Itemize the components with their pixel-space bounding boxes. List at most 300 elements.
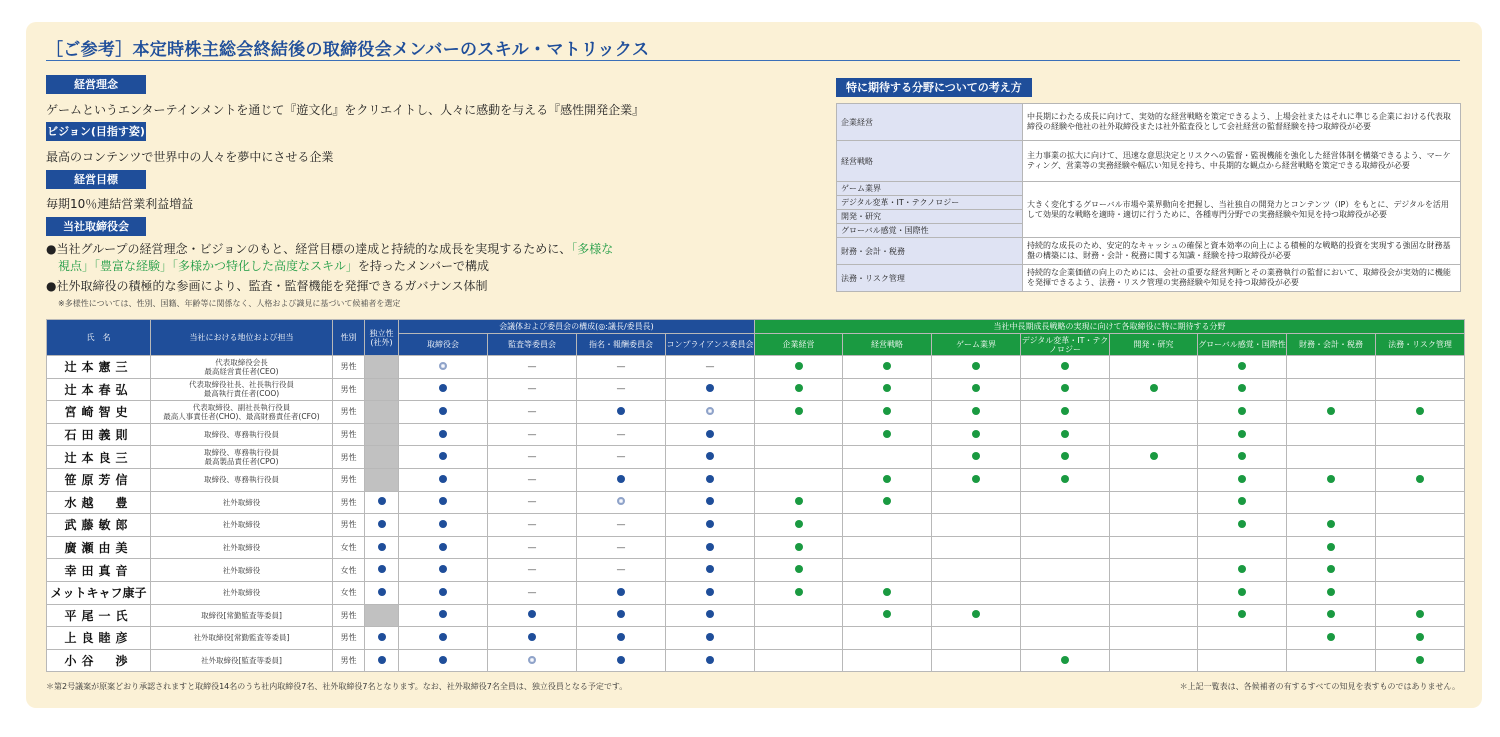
committee-cell [399,536,488,559]
skill-cell [1287,581,1376,604]
skill-cell [1287,491,1376,514]
skill-cell [1110,536,1198,559]
skill-cell [755,581,843,604]
member-dot-icon [439,610,447,618]
director-position [151,378,333,401]
skill-cell [1021,491,1110,514]
skill-dot-icon [1150,452,1158,460]
skill-cell [932,581,1021,604]
skill-dot-icon [1327,520,1335,528]
skill-cell [932,604,1021,627]
committee-cell [666,514,755,537]
director-gender: 女性 [333,536,365,559]
not-member-dash-icon: — [527,452,537,463]
position-line: 社外取締役 [222,497,261,507]
skill-dot-icon [972,475,980,483]
not-member-dash-icon: — [616,565,626,576]
director-name: 辻本憲三 [47,356,151,379]
expect-area: 経営戦略 [837,141,1023,182]
skill-cell [1376,468,1465,491]
skill-dot-icon [1238,407,1246,415]
independence-cell [365,581,399,604]
independence-cell [365,468,399,491]
skill-cell [1021,581,1110,604]
skill-cell [1110,423,1198,446]
director-gender: 男性 [333,627,365,650]
skill-dot-icon [883,407,891,415]
skill-cell [1198,649,1287,672]
director-row [47,401,1465,424]
skill-cell [1021,559,1110,582]
skill-cell [932,649,1021,672]
independent-dot-icon [378,633,386,641]
skill-cell [1287,514,1376,537]
skill-cell [1110,627,1198,650]
committee-cell [488,581,577,604]
not-member-dash-icon: — [527,361,537,372]
skill-cell [1021,627,1110,650]
director-name: 小谷 渉 [47,649,151,672]
skill-cell [755,401,843,424]
committee-cell [666,604,755,627]
member-dot-icon [706,656,714,664]
not-member-dash-icon: — [616,452,626,463]
director-position [151,356,333,379]
skill-dot-icon [795,497,803,505]
footnote-right: ＊上記一覧表は、各候補者の有するすべての知見を表すものではありません。 [1179,682,1460,691]
skill-cell [1198,468,1287,491]
committee-cell [577,649,666,672]
independence-cell [365,627,399,650]
header-position: 当社における地位および担当 [151,320,333,356]
independence-cell [365,356,399,379]
committee-cell [488,514,577,537]
member-dot-icon [439,543,447,551]
director-row [47,604,1465,627]
director-gender: 女性 [333,581,365,604]
skill-cell [755,627,843,650]
skill-dot-icon [795,543,803,551]
skill-cell [1198,604,1287,627]
skill-dot-icon [1061,430,1069,438]
committee-cell [399,491,488,514]
skill-cell [843,446,932,469]
expect-row [837,238,1461,265]
skill-cell [843,514,932,537]
title-divider [46,60,1460,61]
member-dot-icon [439,452,447,460]
not-member-dash-icon: — [527,519,537,530]
director-position [151,514,333,537]
independence-cell [365,423,399,446]
director-gender: 男性 [333,491,365,514]
member-dot-icon [439,633,447,641]
skill-cell [843,604,932,627]
director-row [47,491,1465,514]
expect-row [837,265,1461,292]
independent-dot-icon [378,543,386,551]
skill-dot-icon [972,362,980,370]
member-dot-icon [439,520,447,528]
committee-cell [577,356,666,379]
director-row [47,356,1465,379]
skill-dot-icon [1238,452,1246,460]
director-position [151,491,333,514]
skill-dot-icon [795,520,803,528]
member-dot-icon [706,430,714,438]
position-line: 取締役、専務執行役員 [204,475,279,485]
skill-dot-icon [1327,633,1335,641]
skill-cell [932,627,1021,650]
skill-cell [1110,559,1198,582]
expect-desc: 持続的な企業価値の向上のためには、会社の重要な経営判断とその業務執行の監督において、取締役会が実効的に機能を発揮できるよう、法務・リスク管理の実務経験や知見を持つ取締役が必要 [1023,265,1461,292]
skill-dot-icon [972,610,980,618]
bullet1-part-a: ●当社グループの経営理念・ビジョンのもと、経営目標の達成と持続的な成長を実現するために、 [46,242,572,256]
director-position [151,536,333,559]
committee-cell [488,446,577,469]
skill-dot-icon [1327,407,1335,415]
position-line: 代表取締役社長、社長執行役員 [189,380,294,390]
committee-cell [399,604,488,627]
skill-dot-icon [1061,452,1069,460]
director-row [47,627,1465,650]
not-member-dash-icon: — [527,429,537,440]
skill-dot-icon [972,430,980,438]
independent-dot-icon [378,565,386,573]
director-position [151,649,333,672]
position-line: 社外取締役[常勤監査等委員] [193,633,290,643]
committee-cell [399,446,488,469]
committee-cell [399,423,488,446]
independence-cell [365,604,399,627]
director-name: 廣瀬由美 [47,536,151,559]
committee-cell [577,378,666,401]
committee-cell [577,627,666,650]
skill-cell [1110,649,1198,672]
director-gender: 女性 [333,559,365,582]
skill-cell [1198,378,1287,401]
skill-cell [932,559,1021,582]
board-bullet-1 [46,241,613,275]
director-gender: 男性 [333,649,365,672]
skill-cell [1198,627,1287,650]
committee-cell [399,581,488,604]
position-line: 代表取締役、副社長執行役員 [192,402,291,412]
not-member-dash-icon: — [527,406,537,417]
committee-cell [577,491,666,514]
skill-dot-icon [795,407,803,415]
skill-cell [843,401,932,424]
goal-label: 経営目標 [46,170,146,189]
skill-cell [843,378,932,401]
skill-dot-icon [1238,475,1246,483]
director-row [47,514,1465,537]
director-row [47,581,1465,604]
independent-dot-icon [378,656,386,664]
director-name: 水越 豊 [47,491,151,514]
diversity-note: ※多様性については、性別、国籍、年齢等に関係なく、人格および識見に基づいて候補者を選定 [58,299,401,308]
skill-dot-icon [1327,475,1335,483]
skill-cell [1287,378,1376,401]
expect-title: 特に期待する分野についての考え方 [836,78,1032,97]
committee-cell [488,491,577,514]
skill-dot-icon [1238,430,1246,438]
skill-cell [1021,446,1110,469]
not-member-dash-icon: — [527,542,537,553]
director-name: 辻本良三 [47,446,151,469]
skill-dot-icon [883,362,891,370]
skill-dot-icon [1416,610,1424,618]
skill-cell [932,423,1021,446]
member-dot-icon [706,452,714,460]
committee-cell [488,649,577,672]
skill-dot-icon [1061,362,1069,370]
member-dot-icon [439,497,447,505]
position-line: 最高人事責任者(CHO)、最高財務責任者(CFO) [163,411,320,421]
committee-cell [666,401,755,424]
not-member-dash-icon: — [616,519,626,530]
skill-cell [932,491,1021,514]
expect-area: 財務・会計・税務 [837,238,1023,265]
member-dot-icon [617,656,625,664]
skill-cell [1021,356,1110,379]
skill-cell [1376,536,1465,559]
skill-cell [1376,627,1465,650]
committee-cell [666,559,755,582]
skill-cell [843,649,932,672]
skill-cell [1198,536,1287,559]
committee-cell [577,423,666,446]
skill-cell [1110,514,1198,537]
skill-cell [1021,401,1110,424]
skill-cell [1287,356,1376,379]
skill-cell [1110,378,1198,401]
header-skill: ゲーム業界 [932,334,1021,356]
skill-cell [1110,401,1198,424]
director-name: 上良睦彦 [47,627,151,650]
skill-cell [1287,468,1376,491]
skill-cell [1198,401,1287,424]
skill-dot-icon [1327,543,1335,551]
member-dot-icon [617,407,625,415]
director-gender: 男性 [333,604,365,627]
committee-cell [666,468,755,491]
position-line: 社外取締役 [222,588,261,598]
skill-cell [843,356,932,379]
member-dot-icon [706,543,714,551]
skill-cell [1198,446,1287,469]
skill-cell [843,581,932,604]
board-label: 当社取締役会 [46,217,146,236]
header-skill: デジタル変革・IT・テクノロジー [1021,335,1109,354]
chair-ring-icon [528,656,536,664]
skill-dot-icon [883,475,891,483]
director-name: 辻本春弘 [47,378,151,401]
director-name: 武藤敏郎 [47,514,151,537]
skill-dot-icon [1416,656,1424,664]
committee-cell [666,356,755,379]
committee-cell [488,401,577,424]
skill-cell [1021,378,1110,401]
skill-cell [1376,649,1465,672]
expect-area: グローバル感覚・国際性 [837,224,1023,238]
expect-row [837,141,1461,182]
skill-cell [1376,491,1465,514]
committee-cell [666,491,755,514]
committee-cell [666,581,755,604]
director-name: 石田義則 [47,423,151,446]
director-row [47,559,1465,582]
skill-cell [1287,401,1376,424]
committee-cell [488,378,577,401]
skill-cell [1110,491,1198,514]
director-gender: 男性 [333,423,365,446]
member-dot-icon [439,407,447,415]
director-position [151,468,333,491]
member-dot-icon [439,475,447,483]
header-committee: コンプライアンス委員会 [666,334,755,356]
header-skill: 法務・リスク管理 [1376,334,1465,356]
skill-cell [1376,356,1465,379]
skill-cell [755,356,843,379]
member-dot-icon [439,588,447,596]
skill-dot-icon [1061,407,1069,415]
member-dot-icon [706,610,714,618]
skill-cell [1021,514,1110,537]
director-position [151,604,333,627]
member-dot-icon [617,633,625,641]
skill-dot-icon [1061,384,1069,392]
skill-cell [755,536,843,559]
independence-cell [365,559,399,582]
expect-area: 企業経営 [837,104,1023,141]
skill-cell [1376,446,1465,469]
skill-cell [1287,559,1376,582]
member-dot-icon [439,384,447,392]
skill-dot-icon [883,430,891,438]
skill-cell [1021,604,1110,627]
committee-cell [666,378,755,401]
chair-ring-icon [439,362,447,370]
committee-cell [577,468,666,491]
not-member-dash-icon: — [705,361,715,372]
skill-dot-icon [972,452,980,460]
skill-cell [1376,423,1465,446]
expect-area: 開発・研究 [837,210,1023,224]
member-dot-icon [528,610,536,618]
expect-row [837,182,1461,196]
director-position [151,423,333,446]
skill-cell [932,514,1021,537]
skill-cell [1110,604,1198,627]
skill-dot-icon [1416,407,1424,415]
skill-dot-icon [1416,633,1424,641]
skill-matrix-table [46,319,1465,672]
skill-cell [932,356,1021,379]
chair-ring-icon [706,407,714,415]
vision-label: ビジョン(目指す姿) [46,122,146,141]
philosophy-text: ゲームというエンターテインメントを通じて『遊文化』をクリエイトし、人々に感動を与える『感性開発企業』 [46,103,645,117]
position-line: 社外取締役[監査等委員] [201,656,282,666]
independence-cell [365,514,399,537]
bullet1-highlight-b: 視点」「豊富な経験」「多様かつ特化した高度なスキル」 [58,259,358,273]
director-position [151,401,333,424]
skill-dot-icon [795,362,803,370]
committee-cell [577,536,666,559]
committee-cell [399,559,488,582]
position-line: 社外取締役 [222,565,261,575]
skill-cell [755,423,843,446]
director-position [151,581,333,604]
director-row [47,649,1465,672]
not-member-dash-icon: — [616,542,626,553]
skill-dot-icon [972,407,980,415]
skill-cell [1021,649,1110,672]
footnote-left: ＊第2号議案が原案どおり承認されますと取締役14名のうち社内取締役7名、社外取締役7名となります。なお、社外取締役7名全員は、独立役員となる予定です。 [46,682,628,691]
skill-cell [1198,423,1287,446]
skill-dot-icon [1238,497,1246,505]
skill-cell [932,446,1021,469]
independence-cell [365,446,399,469]
director-name: 幸田真音 [47,559,151,582]
vision-text: 最高のコンテンツで世界中の人々を夢中にさせる企業 [46,150,334,164]
director-row [47,423,1465,446]
skill-dot-icon [1238,588,1246,596]
committee-cell [577,446,666,469]
board-bullet-2: ●社外取締役の積極的な参画により、監査・監督機能を発揮できるガバナンス体制 [46,279,488,293]
skill-cell [755,378,843,401]
committee-cell [577,559,666,582]
not-member-dash-icon: — [527,384,537,395]
position-line: 代表取締役会長 [215,357,268,367]
not-member-dash-icon: — [616,384,626,395]
expect-area: デジタル変革・IT・テクノロジー [837,196,1023,210]
committee-cell [399,649,488,672]
member-dot-icon [706,565,714,573]
skill-cell [1198,559,1287,582]
skill-cell [932,536,1021,559]
expect-area: 法務・リスク管理 [837,265,1023,292]
member-dot-icon [439,430,447,438]
skill-cell [1287,423,1376,446]
committee-cell [488,356,577,379]
committee-cell [666,627,755,650]
skill-cell [1287,536,1376,559]
expect-desc: 持続的な成長のため、安定的なキャッシュの確保と資本効率の向上による積極的な戦略的投資を実現する強固な財務基盤の構築には、財務・会計・税務に関する知識・経験を持つ取締役が必要 [1023,238,1461,265]
member-dot-icon [528,633,536,641]
member-dot-icon [617,588,625,596]
independence-cell [365,649,399,672]
skill-cell [1198,356,1287,379]
director-position [151,627,333,650]
philosophy-label: 経営理念 [46,75,146,94]
position-line: 社外取締役 [222,520,261,530]
skill-dot-icon [883,588,891,596]
director-name: 平尾一氏 [47,604,151,627]
skill-dot-icon [1238,384,1246,392]
skill-cell [1287,446,1376,469]
chair-ring-icon [617,497,625,505]
skill-cell [843,468,932,491]
committee-cell [399,356,488,379]
director-name: 笹原芳信 [47,468,151,491]
committee-cell [399,468,488,491]
committee-cell [488,627,577,650]
skill-cell [755,649,843,672]
member-dot-icon [439,565,447,573]
expect-row [837,104,1461,141]
skill-cell [1376,514,1465,537]
